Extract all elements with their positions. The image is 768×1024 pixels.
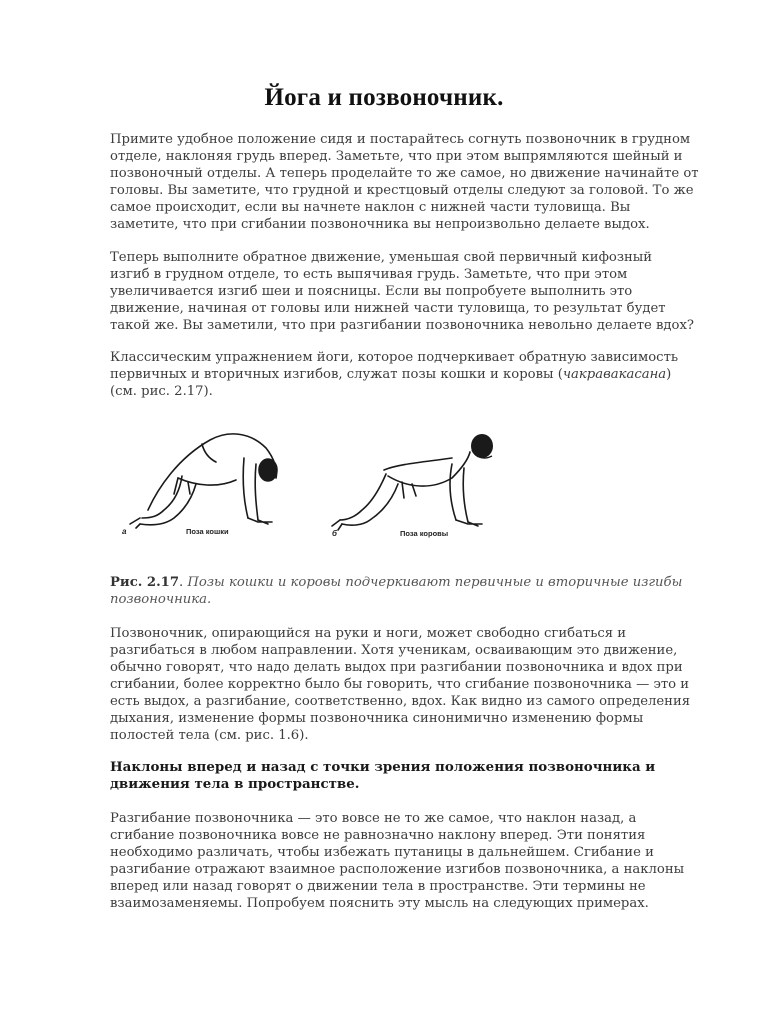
figure-caption [110, 574, 710, 608]
text-line: движение, начиная от головы или нижней части туловища, то результат будет [110, 301, 666, 316]
cat-pose-illustration [118, 418, 298, 538]
text-line: позвоночный отделы. А теперь проделайте то же самое, но движение начинайте от [110, 166, 699, 181]
text-line: (см. рис. 2.17). [110, 384, 213, 399]
caption-text: Позы кошки и коровы подчеркивают первичные и вторичные изгибы [187, 575, 683, 590]
paragraph-3 [110, 349, 710, 400]
text-line: отделе, наклоняя грудь вперед. Заметьте, что при этом выпрямляются шейный и [110, 149, 683, 164]
text-line: заметите, что при сгибании позвоночника вы непроизвольно делаете выдох. [110, 217, 650, 232]
text-line: Теперь выполните обратное движение, уменьшая свой первичный кифозный [110, 250, 653, 265]
text-line: сгибании, более корректно было бы говорить, что сгибание позвоночника — это и [110, 677, 690, 692]
text-line: Наклоны вперед и назад с точки зрения положения позвоночника и [110, 759, 656, 775]
text-line: полостей тела (см. рис. 1.6). [110, 728, 309, 743]
panel-b-letter: б [332, 529, 337, 538]
text-segment: . [179, 575, 188, 590]
caption-text: позвоночника. [110, 592, 212, 607]
page-title: Йога и позвоночник. [264, 84, 504, 111]
section-heading [110, 759, 710, 793]
text-line: есть выдох, а разгибание, соответственно, вдох. Как видно из самого определения [110, 694, 691, 709]
text-line: движения тела в пространстве. [110, 776, 360, 792]
text-line: Разгибание позвоночника — это вовсе не то же самое, что наклон назад, а [110, 811, 637, 826]
paragraph-4 [110, 625, 710, 744]
text-line: взаимозаменяемы. Попробуем пояснить эту мысль на следующих примерах. [110, 896, 649, 911]
paragraph-2 [110, 249, 710, 334]
text-line: разгибаться в любом направлении. Хотя ученикам, осваивающим это движение, [110, 643, 678, 658]
panel-a-letter: а [122, 527, 127, 536]
paragraph-5 [110, 810, 710, 912]
text-line: сгибание позвоночника вовсе не равнозначно наклону вперед. Эти понятия [110, 828, 646, 843]
text-line: вперед или назад говорят о движении тела в пространстве. Эти термины не [110, 879, 646, 894]
text-line: Позвоночник, опирающийся на руки и ноги, может свободно сгибаться и [110, 626, 627, 641]
paragraph-1 [110, 131, 710, 233]
text-line: Примите удобное положение сидя и постарайтесь согнуть позвоночник в грудном [110, 132, 691, 147]
figure-number: Рис. 2.17 [110, 575, 180, 590]
text-line: Классическим упражнением йоги, которое подчеркивает обратную зависимость [110, 350, 679, 365]
cow-pose-illustration [328, 418, 508, 538]
text-line: головы. Вы заметите, что грудной и крестцовый отделы следуют за головой. То же [110, 183, 694, 198]
text-line: самое происходит, если вы начнете наклон с нижней части туловища. Вы [110, 200, 631, 215]
panel-b-label: Поза коровы [400, 529, 449, 538]
sanskrit-term: чакравакасана [562, 367, 667, 382]
text-line: изгиб в грудном отделе, то есть выпячивая грудь. Заметьте, что при этом [110, 267, 628, 282]
figure-2-17 [118, 418, 488, 558]
text-line [110, 574, 710, 591]
text-segment: ) [666, 367, 672, 382]
text-line [110, 366, 710, 383]
panel-a-label: Поза кошки [186, 527, 229, 536]
text-line: такой же. Вы заметили, что при разгибании позвоночника невольно делаете вдох? [110, 318, 694, 333]
text-line: обычно говорят, что надо делать выдох при разгибании позвоночника и вдох при [110, 660, 683, 675]
text-line: дыхания, изменение формы позвоночника синонимично изменению формы [110, 711, 644, 726]
text-segment: первичных и вторичных изгибов, служат позы кошки и коровы ( [110, 367, 563, 382]
text-line: увеличивается изгиб шеи и поясницы. Если вы попробуете выполнить это [110, 284, 633, 299]
text-line: разгибание отражают взаимное расположение изгибов позвоночника, а наклоны [110, 862, 685, 877]
text-line: необходимо различать, чтобы избежать путаницы в дальнейшем. Сгибание и [110, 845, 654, 860]
